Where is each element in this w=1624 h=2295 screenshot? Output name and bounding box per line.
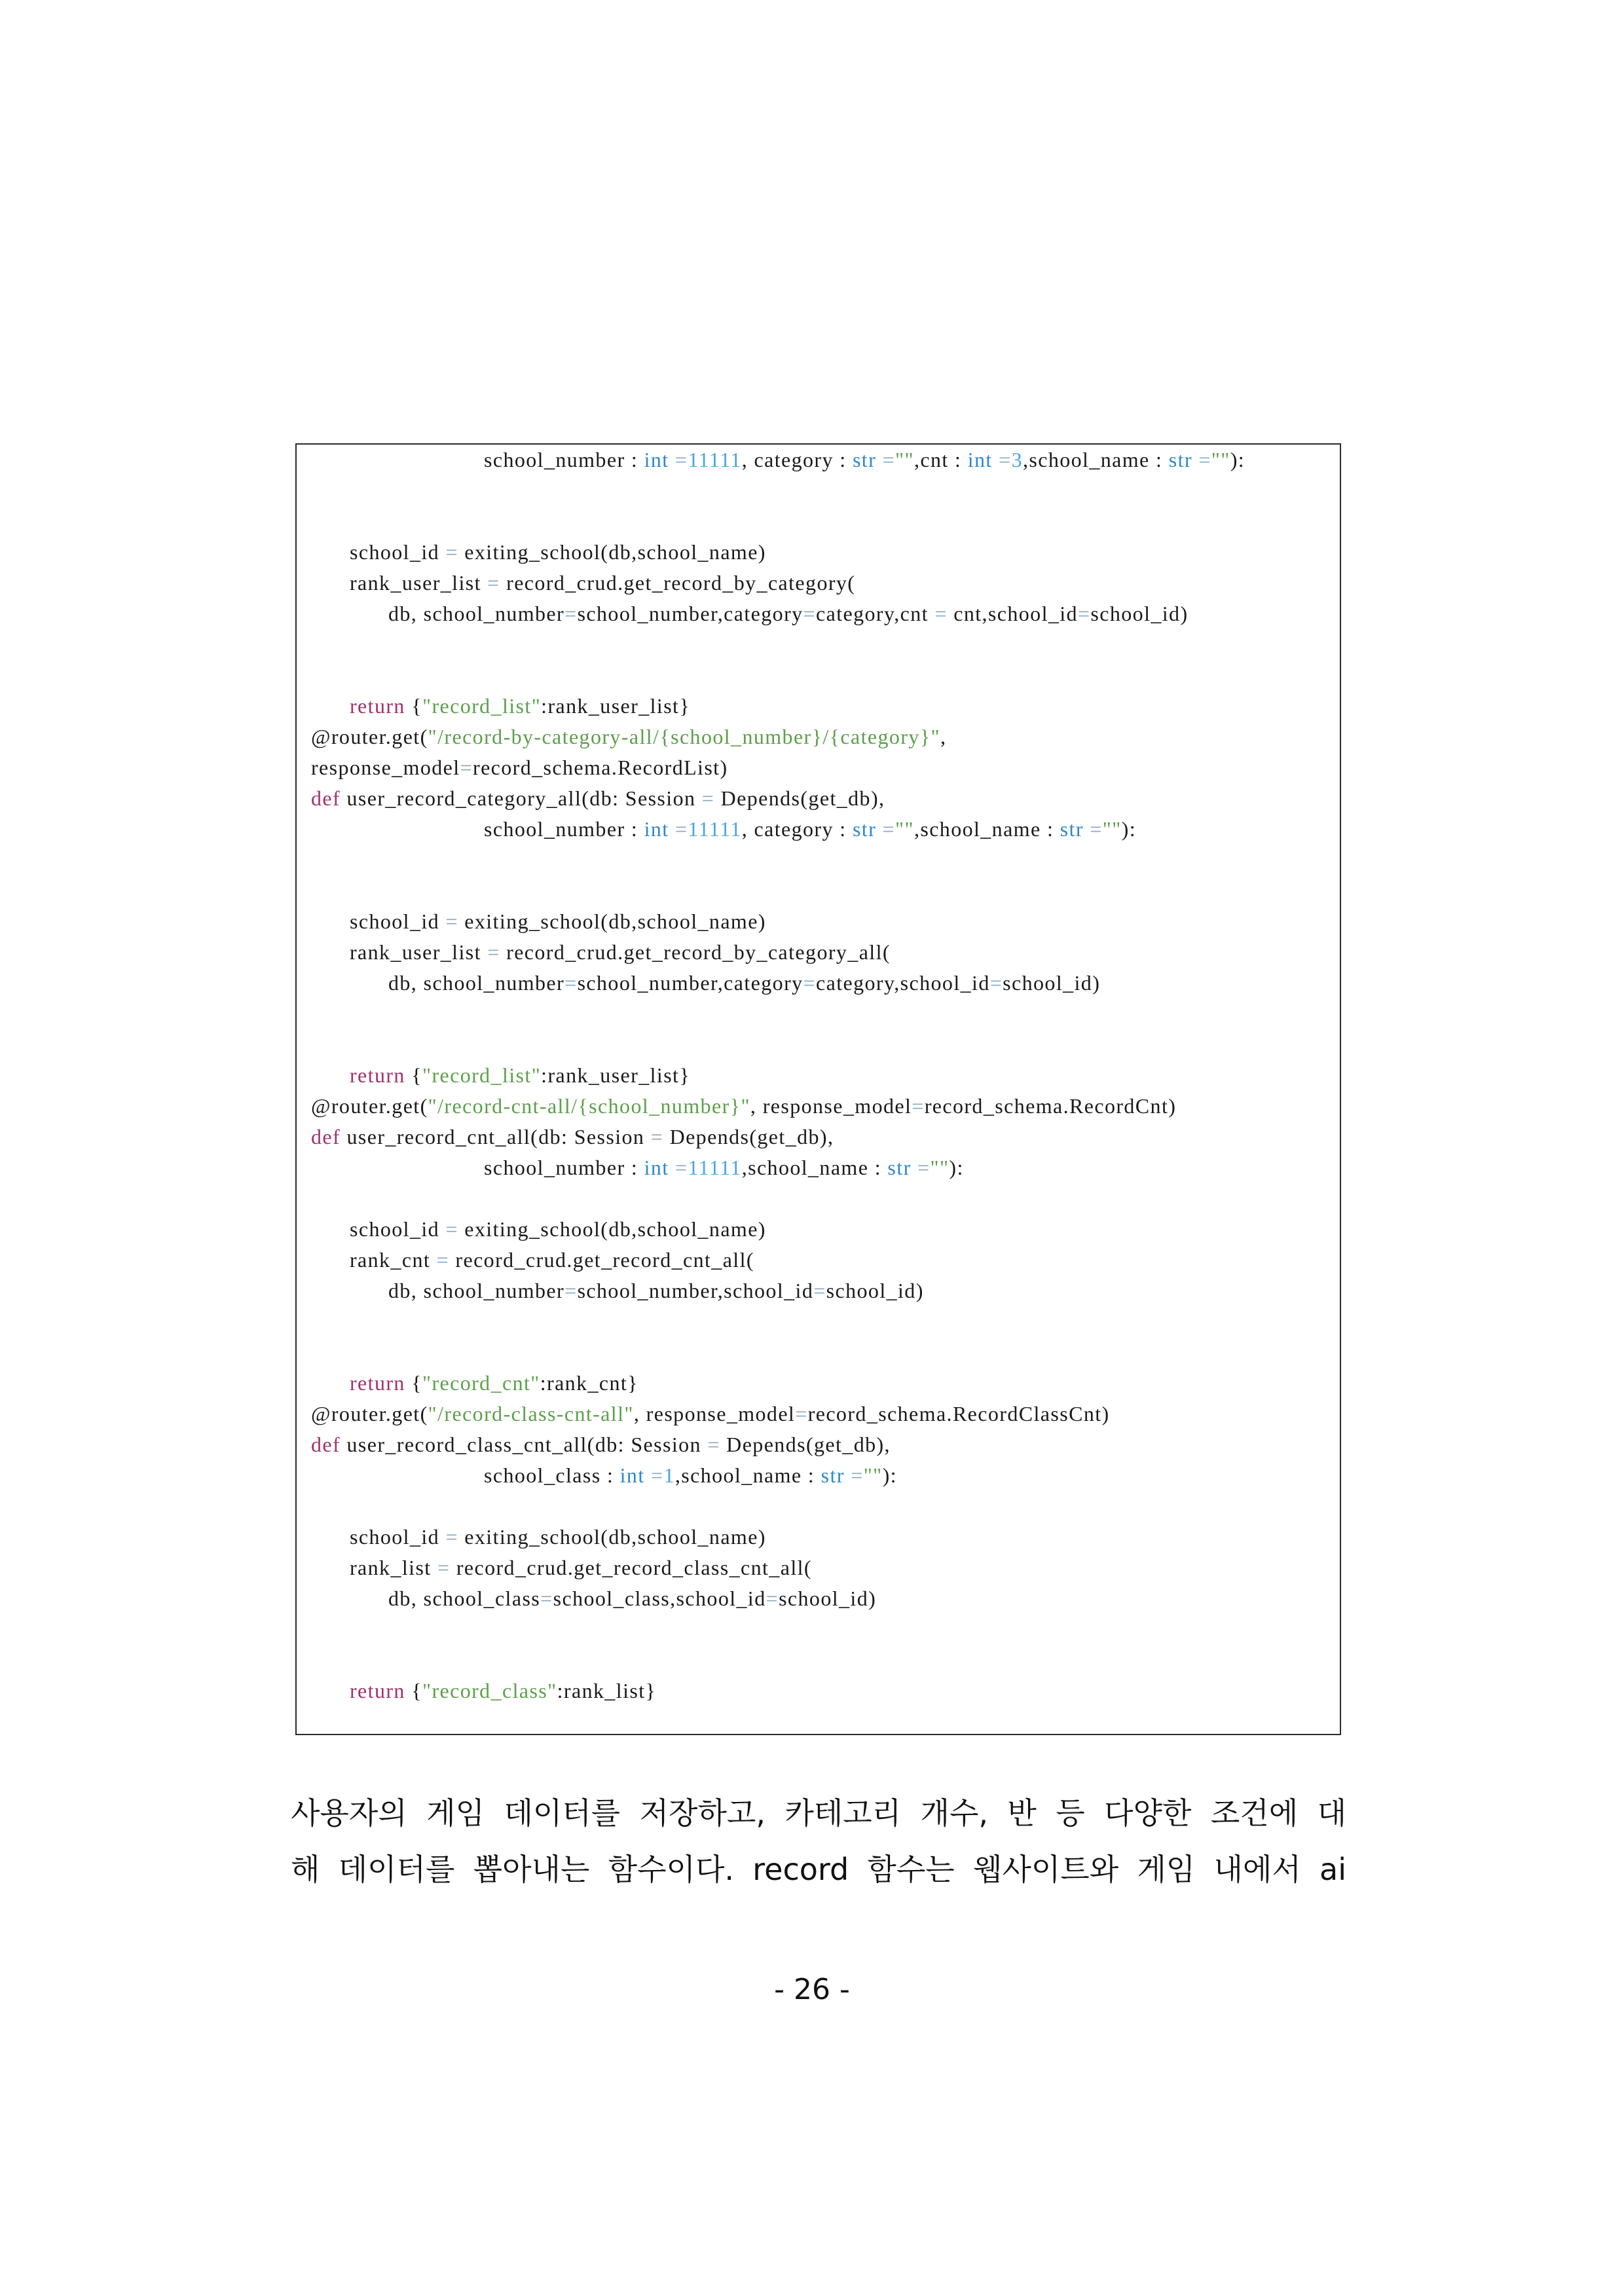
code-operator: = — [651, 1463, 664, 1487]
code-type: str — [852, 448, 877, 471]
code-text — [1192, 448, 1198, 471]
code-text: school_number : — [484, 448, 644, 471]
code-blank-line — [311, 1614, 1340, 1645]
code-blank-line — [311, 845, 1340, 875]
code-line — [311, 722, 1340, 752]
code-line — [311, 906, 1340, 937]
code-type: int — [644, 1156, 669, 1179]
code-blank-line — [311, 1183, 1340, 1214]
code-text: { — [405, 694, 422, 718]
code-line — [311, 783, 1340, 814]
code-operator: = — [436, 1248, 450, 1272]
code-keyword: return — [350, 1371, 405, 1395]
code-line — [311, 1152, 1340, 1183]
code-operator: = — [999, 448, 1012, 471]
code-line — [311, 568, 1340, 598]
code-operator: = — [803, 602, 816, 625]
code-type: str — [1168, 448, 1192, 471]
code-text — [845, 1463, 851, 1487]
code-line — [311, 814, 1340, 845]
code-text: :rank_user_list} — [541, 694, 691, 718]
code-line — [311, 1522, 1340, 1552]
code-text: user_record_cnt_all(db: Session — [341, 1125, 651, 1148]
code-text — [669, 448, 675, 471]
code-string: "record_cnt" — [422, 1371, 540, 1395]
code-string: "" — [895, 817, 914, 841]
code-line — [311, 752, 1340, 783]
code-type: int — [644, 448, 669, 471]
code-operator: = — [934, 602, 948, 625]
code-string: "/record-class-cnt-all" — [428, 1402, 634, 1425]
code-blank-line — [311, 629, 1340, 660]
code-blank-line — [311, 875, 1340, 906]
code-line — [311, 1460, 1340, 1491]
code-operator: = — [674, 1156, 688, 1179]
code-text: rank_list — [350, 1556, 437, 1579]
code-text: , category : — [741, 817, 853, 841]
code-string: "record_class" — [422, 1679, 557, 1702]
code-string: "" — [1102, 817, 1122, 841]
code-text: ,cnt : — [913, 448, 968, 471]
code-text: Depends(get_db), — [714, 786, 885, 810]
code-text: @router.get( — [311, 1094, 428, 1118]
code-operator: = — [851, 1463, 864, 1487]
code-line — [311, 1276, 1340, 1306]
code-text: rank_user_list — [350, 940, 488, 964]
code-number: 11111 — [688, 448, 742, 471]
code-text: :rank_user_list} — [541, 1063, 691, 1087]
code-operator: = — [564, 1279, 578, 1302]
code-type: int — [644, 817, 669, 841]
code-line — [311, 1245, 1340, 1276]
code-text: cnt,school_id — [947, 602, 1078, 625]
code-number: 11111 — [688, 1156, 742, 1179]
code-text: :rank_cnt} — [540, 1371, 638, 1395]
code-operator: = — [445, 909, 458, 933]
code-text: school_number,category — [577, 971, 803, 995]
code-text: ): — [1230, 448, 1246, 471]
code-text: record_schema.RecordClassCnt) — [807, 1402, 1110, 1425]
code-line — [311, 1429, 1340, 1460]
code-operator: = — [912, 1094, 925, 1118]
body-line: 해 데이터를 뽑아내는 함수이다. record 함수는 웹사이트와 게임 내에서 ai — [291, 1852, 1346, 1887]
code-text: school_id) — [779, 1587, 877, 1610]
code-operator: = — [707, 1433, 720, 1456]
code-text: exiting_school(db,school_name) — [458, 540, 766, 564]
code-text: school_id) — [1003, 971, 1101, 995]
code-number: 3 — [1011, 448, 1023, 471]
code-text: db, school_number — [388, 971, 565, 995]
code-text: Depends(get_db), — [720, 1433, 891, 1456]
code-operator: = — [564, 602, 578, 625]
code-text: ): — [949, 1156, 964, 1179]
code-operator: = — [564, 971, 578, 995]
code-keyword: return — [350, 1679, 405, 1702]
code-keyword: return — [350, 1063, 405, 1087]
code-line — [311, 598, 1340, 629]
code-text: exiting_school(db,school_name) — [458, 1217, 766, 1241]
code-text — [876, 817, 882, 841]
code-operator: = — [1077, 602, 1091, 625]
code-text: { — [405, 1063, 422, 1087]
code-text: record_crud.get_record_by_category_all( — [500, 940, 891, 964]
code-text: , response_model — [633, 1402, 796, 1425]
code-string: "" — [1211, 448, 1230, 471]
code-line — [311, 1583, 1340, 1614]
code-string: "" — [895, 448, 914, 471]
code-operator: = — [674, 817, 688, 841]
code-text: school_id — [350, 1217, 446, 1241]
code-number: 1 — [663, 1463, 675, 1487]
code-blank-line — [311, 1491, 1340, 1522]
code-line — [311, 1060, 1340, 1091]
code-text: record_crud.get_record_cnt_all( — [449, 1248, 754, 1272]
code-text: category,cnt — [816, 602, 935, 625]
code-block — [295, 443, 1341, 1735]
code-blank-line — [311, 1645, 1340, 1676]
code-text: :rank_list} — [557, 1679, 657, 1702]
code-text: school_class : — [484, 1463, 620, 1487]
code-text: exiting_school(db,school_name) — [458, 909, 766, 933]
code-keyword: def — [311, 1125, 341, 1148]
code-string: "" — [863, 1463, 883, 1487]
code-text: record_crud.get_record_class_cnt_all( — [450, 1556, 812, 1579]
code-operator: = — [445, 1217, 458, 1241]
code-operator: = — [882, 448, 895, 471]
code-line — [311, 691, 1340, 722]
code-type: str — [887, 1156, 912, 1179]
code-type: str — [1060, 817, 1084, 841]
code-keyword: def — [311, 1433, 341, 1456]
code-text: ): — [1121, 817, 1137, 841]
code-operator: = — [487, 571, 500, 595]
code-operator: = — [540, 1587, 553, 1610]
code-operator: = — [445, 540, 458, 564]
code-text: school_number : — [484, 1156, 644, 1179]
code-text: school_id) — [1090, 602, 1189, 625]
code-operator: = — [989, 971, 1003, 995]
code-blank-line — [311, 999, 1340, 1029]
code-text: school_id — [350, 1525, 446, 1549]
code-text: school_number : — [484, 817, 644, 841]
code-operator: = — [650, 1125, 664, 1148]
code-text: record_schema.RecordCnt) — [924, 1094, 1177, 1118]
code-line — [311, 968, 1340, 999]
code-operator: = — [674, 448, 688, 471]
code-number: 11111 — [688, 817, 742, 841]
code-type: int — [967, 448, 993, 471]
code-keyword: return — [350, 694, 405, 718]
code-text — [993, 448, 999, 471]
code-line — [311, 1368, 1340, 1399]
code-text — [876, 448, 882, 471]
code-text: @router.get( — [311, 725, 428, 748]
code-text: ,school_name : — [1022, 448, 1169, 471]
code-operator: = — [701, 786, 715, 810]
code-operator: = — [766, 1587, 779, 1610]
code-text: @router.get( — [311, 1402, 428, 1425]
code-text: db, school_class — [388, 1587, 541, 1610]
code-text — [912, 1156, 917, 1179]
code-text — [669, 1156, 675, 1179]
code-operator: = — [1198, 448, 1211, 471]
code-text: , category : — [741, 448, 853, 471]
code-line — [311, 1552, 1340, 1583]
code-text: ,school_name : — [741, 1156, 888, 1179]
code-line — [311, 1214, 1340, 1245]
code-text: school_id) — [826, 1279, 924, 1302]
code-string: "/record-by-category-all/{school_number}/{category}" — [428, 725, 940, 748]
code-text: school_number,category — [577, 602, 803, 625]
code-blank-line — [311, 506, 1340, 537]
code-text: school_class,school_id — [553, 1587, 766, 1610]
code-text: , — [940, 725, 947, 748]
code-text: response_model — [311, 756, 460, 779]
code-text: db, school_number — [388, 602, 565, 625]
code-text: exiting_school(db,school_name) — [458, 1525, 766, 1549]
code-line — [311, 537, 1340, 568]
code-operator: = — [460, 756, 473, 779]
code-text: , response_model — [750, 1094, 912, 1118]
code-string: "/record-cnt-all/{school_number}" — [428, 1094, 750, 1118]
code-text: school_id — [350, 909, 446, 933]
code-text: db, school_number — [388, 1279, 565, 1302]
code-text: school_number,school_id — [577, 1279, 814, 1302]
code-blank-line — [311, 475, 1340, 506]
code-type: str — [852, 817, 877, 841]
code-text — [1084, 817, 1090, 841]
code-text: record_crud.get_record_by_category( — [500, 571, 856, 595]
code-type: str — [821, 1463, 845, 1487]
code-type: int — [619, 1463, 645, 1487]
code-operator: = — [1090, 817, 1103, 841]
code-line — [311, 1399, 1340, 1429]
code-operator: = — [803, 971, 816, 995]
code-text: ,school_name : — [913, 817, 1060, 841]
code-text: ): — [882, 1463, 897, 1487]
body-paragraph — [291, 1785, 1346, 1898]
code-line — [311, 937, 1340, 968]
code-operator: = — [487, 940, 500, 964]
code-blank-line — [311, 660, 1340, 691]
code-text: rank_cnt — [350, 1248, 437, 1272]
code-line — [311, 445, 1340, 475]
code-operator: = — [445, 1525, 458, 1549]
code-keyword: def — [311, 786, 341, 810]
code-string: "record_list" — [422, 694, 542, 718]
code-text: record_schema.RecordList) — [473, 756, 728, 779]
code-text — [669, 817, 675, 841]
code-blank-line — [311, 1029, 1340, 1060]
code-text: user_record_class_cnt_all(db: Session — [341, 1433, 708, 1456]
code-text: school_id — [350, 540, 446, 564]
code-string: "record_list" — [422, 1063, 542, 1087]
code-text: { — [405, 1371, 422, 1395]
code-blank-line — [311, 1337, 1340, 1368]
code-text: rank_user_list — [350, 571, 488, 595]
page-number: - 26 - — [774, 1973, 850, 2006]
code-text: category,school_id — [816, 971, 990, 995]
code-blank-line — [311, 1306, 1340, 1337]
code-line — [311, 1676, 1340, 1706]
code-operator: = — [437, 1556, 451, 1579]
code-operator: = — [813, 1279, 826, 1302]
code-text: Depends(get_db), — [663, 1125, 834, 1148]
code-line — [311, 1091, 1340, 1122]
code-text: { — [405, 1679, 422, 1702]
code-line — [311, 1122, 1340, 1152]
code-text: ,school_name : — [674, 1463, 821, 1487]
code-text — [645, 1463, 651, 1487]
body-line: 사용자의 게임 데이터를 저장하고, 카테고리 개수, 반 등 다양한 조건에 대 — [291, 1795, 1346, 1831]
code-operator: = — [917, 1156, 931, 1179]
code-operator: = — [795, 1402, 808, 1425]
code-string: "" — [930, 1156, 950, 1179]
code-text: user_record_category_all(db: Session — [341, 786, 702, 810]
code-operator: = — [882, 817, 895, 841]
